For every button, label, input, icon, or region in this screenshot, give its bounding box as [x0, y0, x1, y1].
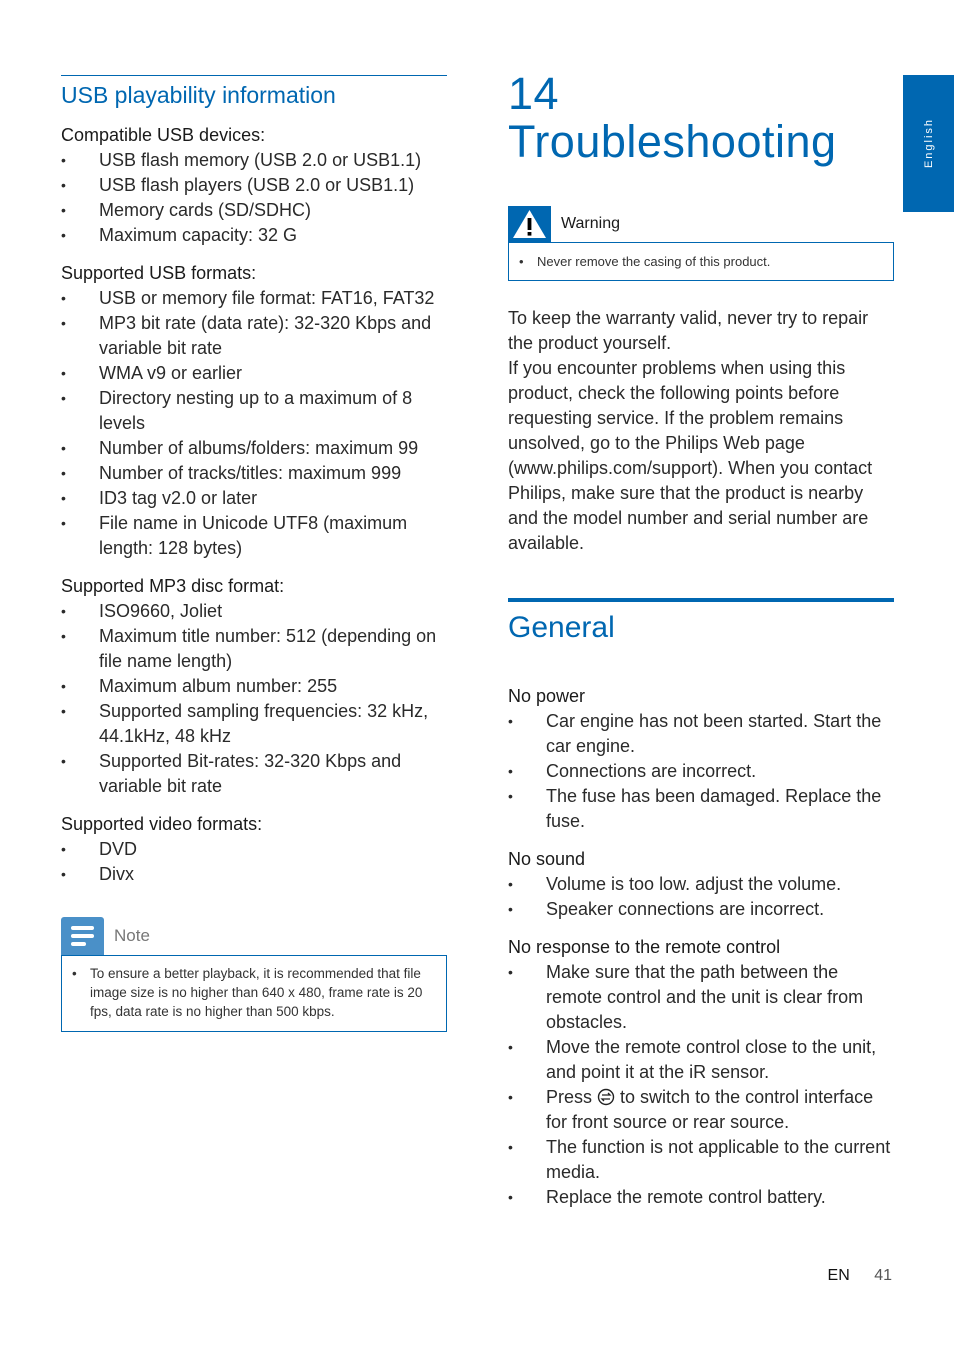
note-icon	[61, 917, 104, 955]
usb-section-heading: USB playability information	[61, 75, 447, 109]
list-item: • Number of albums/folders: maximum 99	[61, 436, 447, 461]
list-item: • Car engine has not been started. Start the car engine.	[508, 709, 894, 759]
note-callout	[61, 917, 447, 1032]
list-item: • Connections are incorrect.	[508, 759, 894, 784]
list-item: • ISO9660, Joliet	[61, 599, 447, 624]
note-label: Note	[114, 926, 150, 945]
usb-group	[61, 812, 447, 887]
warning-label: Warning	[561, 215, 620, 232]
problem-group	[508, 847, 894, 922]
usb-group	[61, 123, 447, 248]
right-column	[508, 70, 894, 1223]
list-item: • Make sure that the path between the remote control and the unit is clear from obstacles.	[508, 960, 894, 1035]
list-item: • Number of tracks/titles: maximum 999	[61, 461, 447, 486]
usb-group	[61, 261, 447, 561]
note-text: • To ensure a better playback, it is recommended that file image size is no higher than 640 x 480, frame rate is 20 fps, data rate is no higher than 500 kbps.	[72, 964, 436, 1021]
list-item: • The function is not applicable to the current media.	[508, 1135, 894, 1185]
page-number: 41	[874, 1267, 892, 1284]
list-item: • Memory cards (SD/SDHC)	[61, 198, 447, 223]
page-footer	[828, 1267, 892, 1285]
bullet-list	[61, 148, 447, 248]
list-item: • Move the remote control close to the unit, and point it at the iR sensor.	[508, 1035, 894, 1085]
press-text-rest: to switch to the control interface for front source or rear source.	[546, 1087, 874, 1132]
bullet-list	[61, 837, 447, 887]
list-item: • Maximum title number: 512 (depending on file name length)	[61, 624, 447, 674]
press-text: Press	[546, 1087, 593, 1107]
chapter-title: 14 Troubleshooting	[508, 68, 837, 167]
footer-language: EN	[827, 1267, 850, 1284]
problem-group	[508, 935, 894, 1210]
problem-title: No sound	[508, 849, 586, 869]
bullet-list	[508, 709, 894, 834]
language-tab-label: English	[922, 117, 935, 169]
group-title: Supported USB formats:	[61, 263, 257, 283]
problem-group	[508, 684, 894, 834]
list-item: • MP3 bit rate (data rate): 32-320 Kbps and variable bit rate	[61, 311, 447, 361]
intro-paragraph: To keep the warranty valid, never try to repair the product yourself.	[508, 308, 869, 353]
list-item: • USB flash players (USB 2.0 or USB1.1)	[61, 173, 447, 198]
list-item: • Speaker connections are incorrect.	[508, 897, 894, 922]
list-item: • ID3 tag v2.0 or later	[61, 486, 447, 511]
list-item: • USB flash memory (USB 2.0 or USB1.1)	[61, 148, 447, 173]
list-item: • Divx	[61, 862, 447, 887]
list-item: • Maximum album number: 255	[61, 674, 447, 699]
list-item: • WMA v9 or earlier	[61, 361, 447, 386]
warning-text: • Never remove the casing of this product.	[519, 252, 883, 271]
list-item: • Volume is too low. adjust the volume.	[508, 872, 894, 897]
problem-title: No power	[508, 686, 586, 706]
bullet-list	[61, 599, 447, 799]
bullet-list	[508, 960, 894, 1210]
usb-group	[61, 574, 447, 799]
note-header	[61, 917, 447, 955]
warning-box	[508, 242, 894, 281]
general-heading: General	[508, 611, 615, 644]
warning-callout	[508, 206, 894, 281]
left-column	[61, 75, 447, 1032]
warning-header	[508, 206, 894, 242]
language-tab	[903, 75, 954, 212]
source-switch-icon	[597, 1088, 615, 1106]
list-item: • Directory nesting up to a maximum of 8 levels	[61, 386, 447, 436]
group-title: Supported MP3 disc format:	[61, 576, 285, 596]
list-item: • The fuse has been damaged. Replace the fuse.	[508, 784, 894, 834]
problem-title: No response to the remote control	[508, 937, 781, 957]
warning-icon	[508, 206, 551, 242]
bullet-list	[508, 872, 894, 922]
list-item	[508, 1085, 894, 1135]
general-divider	[508, 598, 894, 602]
list-item: • Replace the remote control battery.	[508, 1185, 894, 1210]
list-item: • Supported Bit-rates: 32-320 Kbps and variable bit rate	[61, 749, 447, 799]
group-title: Compatible USB devices:	[61, 125, 266, 145]
bullet-list	[61, 286, 447, 561]
list-item: • USB or memory file format: FAT16, FAT32	[61, 286, 447, 311]
list-item: • DVD	[61, 837, 447, 862]
note-box	[61, 955, 447, 1032]
list-item: • Maximum capacity: 32 G	[61, 223, 447, 248]
intro-paragraph-2: If you encounter problems when using this product, check the following points before requesting service. If the problem remains unsolved, go to the Philips Web page (www.philips.com/support). When you contact Philips, make sure that the product is nearby and the model number and serial number are available.	[508, 358, 873, 553]
group-title: Supported video formats:	[61, 814, 263, 834]
list-item: • File name in Unicode UTF8 (maximum length: 128 bytes)	[61, 511, 447, 561]
list-item: • Supported sampling frequencies: 32 kHz, 44.1kHz, 48 kHz	[61, 699, 447, 749]
